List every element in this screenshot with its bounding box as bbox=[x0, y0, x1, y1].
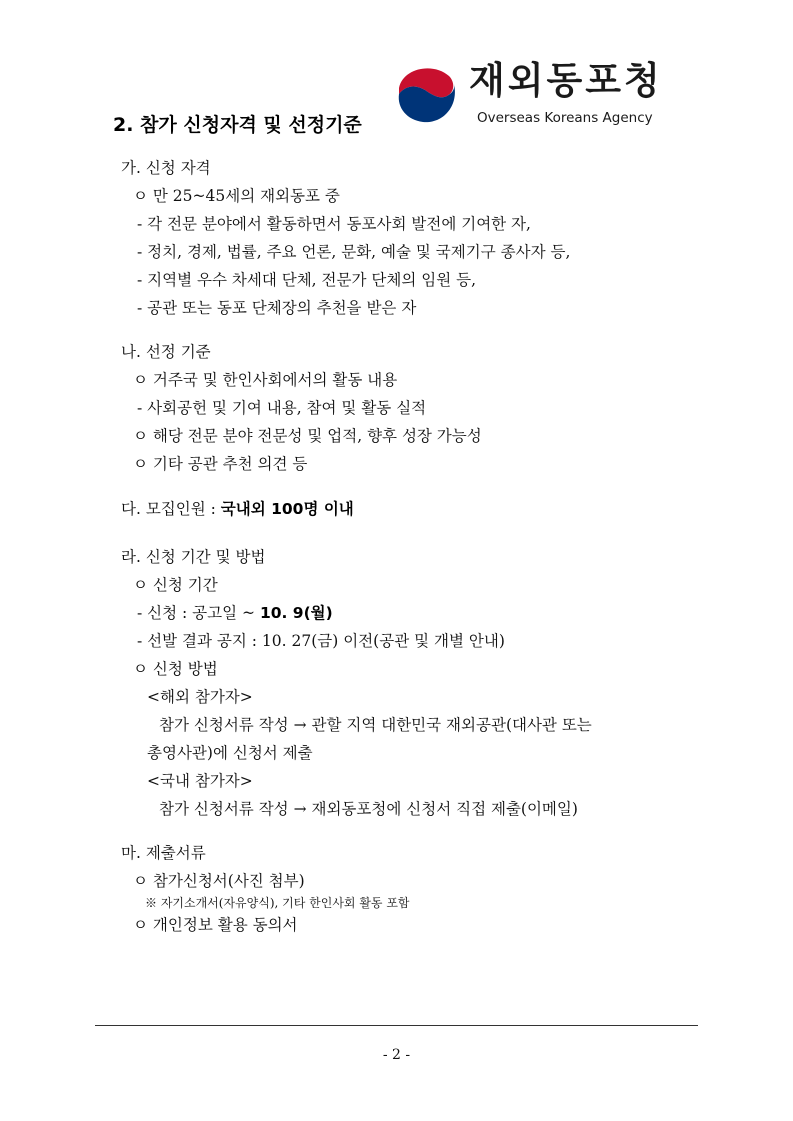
apply-deadline: 10. 9(월) bbox=[259, 604, 333, 622]
overseas-instruction-cont: 총영사관)에 신청서 제출 bbox=[147, 744, 313, 762]
agency-logo bbox=[393, 58, 673, 130]
heading-documents: 마. 제출서류 bbox=[121, 844, 206, 862]
eligibility-item: - 각 전문 분야에서 활동하면서 동포사회 발전에 기여한 자, bbox=[137, 215, 531, 233]
period-label: ㅇ 신청 기간 bbox=[133, 576, 218, 594]
eligibility-item: ㅇ 만 25~45세의 재외동포 중 bbox=[133, 187, 340, 205]
recruitment-line bbox=[121, 499, 354, 519]
eligibility-item: - 공관 또는 동포 단체장의 추천을 받은 자 bbox=[137, 299, 417, 317]
taegeuk-logo-icon bbox=[393, 60, 459, 126]
document-item: ㅇ 개인정보 활용 동의서 bbox=[133, 916, 298, 934]
domestic-label: <국내 참가자> bbox=[147, 772, 253, 790]
eligibility-item: - 지역별 우수 차세대 단체, 전문가 단체의 임원 등, bbox=[137, 271, 476, 289]
criteria-item: ㅇ 해당 전문 분야 전문성 및 업적, 향후 성장 가능성 bbox=[133, 427, 482, 445]
agency-name-english: Overseas Koreans Agency bbox=[477, 110, 653, 126]
heading-period-method: 라. 신청 기간 및 방법 bbox=[121, 548, 266, 566]
criteria-item: ㅇ 기타 공관 추천 의견 등 bbox=[133, 455, 308, 473]
method-label: ㅇ 신청 방법 bbox=[133, 660, 218, 678]
document-item: ㅇ 참가신청서(사진 첨부) bbox=[133, 872, 305, 890]
section-title: 2. 참가 신청자격 및 선정기준 bbox=[113, 114, 362, 136]
result-notice: - 선발 결과 공지 : 10. 27(금) 이전(공관 및 개별 안내) bbox=[137, 632, 505, 650]
criteria-item: ㅇ 거주국 및 한인사회에서의 활동 내용 bbox=[133, 371, 398, 389]
eligibility-item: - 정치, 경제, 법률, 주요 언론, 문화, 예술 및 국제기구 종사자 등, bbox=[137, 243, 571, 261]
overseas-label: <해외 참가자> bbox=[147, 688, 253, 706]
criteria-item: - 사회공헌 및 기여 내용, 참여 및 활동 실적 bbox=[137, 399, 427, 417]
heading-eligibility: 가. 신청 자격 bbox=[121, 159, 211, 177]
domestic-instruction: 참가 신청서류 작성 → 재외동포청에 신청서 직접 제출(이메일) bbox=[159, 800, 578, 818]
agency-name-korean: 재외동포청 bbox=[469, 59, 663, 102]
overseas-instruction: 참가 신청서류 작성 → 관할 지역 대한민국 재외공관(대사관 또는 bbox=[159, 716, 592, 734]
page-number: - 2 - bbox=[382, 1047, 411, 1063]
recruitment-value: 국내외 100명 이내 bbox=[220, 500, 354, 518]
apply-period-line bbox=[137, 603, 333, 623]
heading-selection-criteria: 나. 선정 기준 bbox=[121, 343, 211, 361]
footer-divider bbox=[95, 1025, 698, 1026]
document-note: ※ 자기소개서(자유양식), 기타 한인사회 활동 포함 bbox=[145, 896, 410, 910]
recruitment-label: 다. 모집인원 : bbox=[121, 500, 221, 518]
apply-period-prefix: - 신청 : 공고일 ~ bbox=[137, 604, 260, 622]
